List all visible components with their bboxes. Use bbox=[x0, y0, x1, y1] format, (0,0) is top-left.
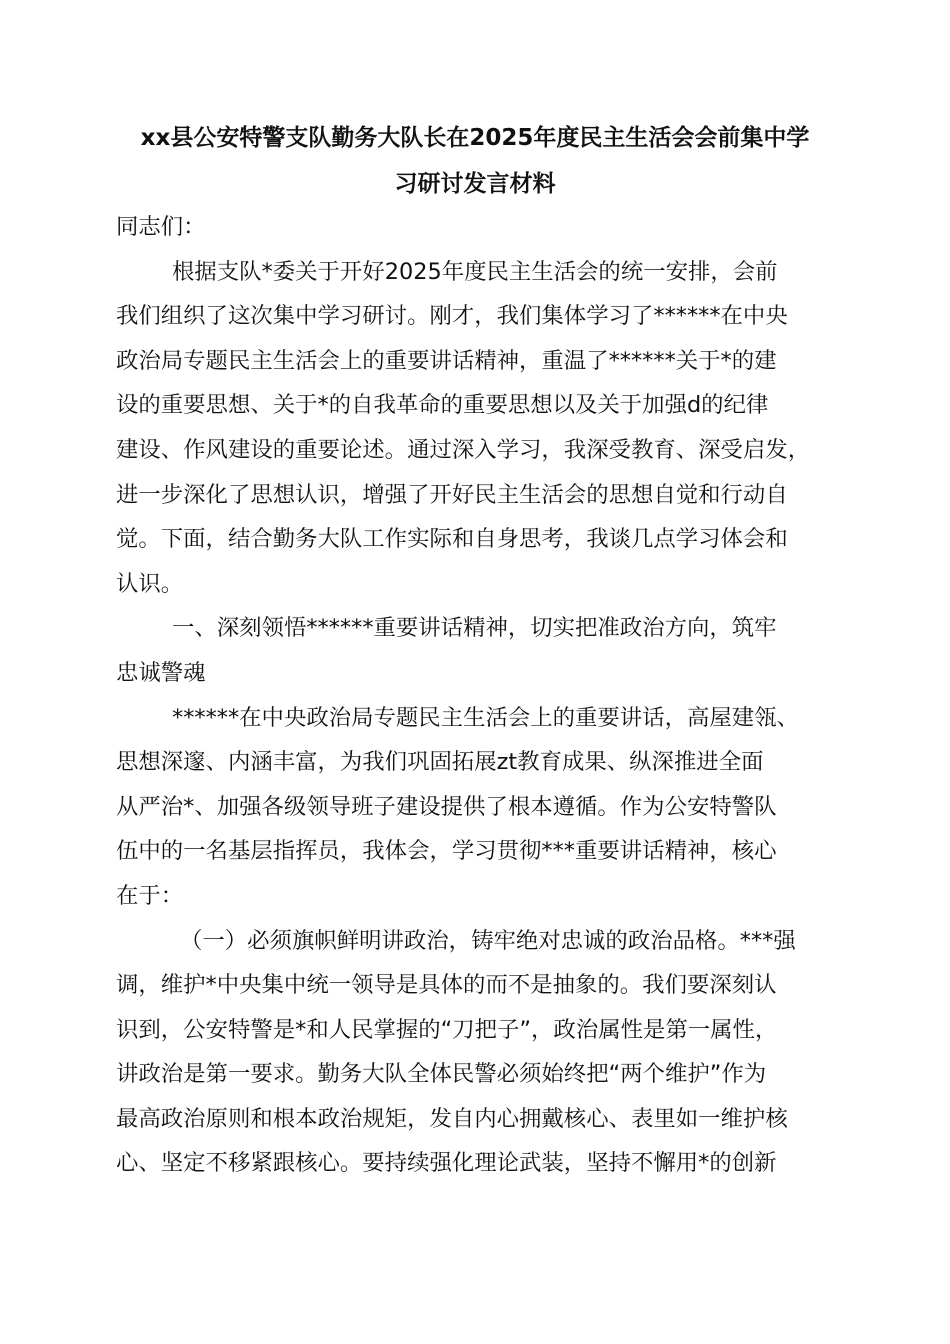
text-line: 调，维护*中央集中统一领导是具体的而不是抽象的。我们要深刻认 bbox=[116, 972, 777, 999]
document-body bbox=[116, 205, 846, 1186]
document-title-line-2: 习研讨发言材料 bbox=[394, 171, 556, 197]
text-line: 觉。下面，结合勤务大队工作实际和自身思考，我谈几点学习体会和 bbox=[116, 526, 788, 553]
text-line: 政治局专题民主生活会上的重要讲话精神，重温了******关于*的建 bbox=[116, 347, 777, 374]
text-line: 最高政治原则和根本政治规矩，发自内心拥戴核心、表里如一维护核 bbox=[116, 1105, 788, 1132]
text-line: 思想深邃、内涵丰富，为我们巩固拓展zt教育成果、纵深推进全面 bbox=[116, 749, 764, 776]
text-line: 根据支队*委关于开好2025年度民主生活会的统一安排，会前 bbox=[172, 258, 778, 285]
section-heading-line: 忠诚警魂 bbox=[116, 659, 206, 686]
salutation: 同志们： bbox=[116, 214, 206, 240]
text-line: 在于： bbox=[116, 882, 184, 909]
section-heading-line: 一、深刻领悟******重要讲话精神，切实把准政治方向，筑牢 bbox=[172, 615, 777, 642]
text-line: 从严治*、加强各级领导班子建设提供了根本遵循。作为公安特警队 bbox=[116, 793, 777, 820]
text-line: 讲政治是第一要求。勤务大队全体民警必须始终把“两个维护”作为 bbox=[116, 1061, 767, 1088]
text-line: ******在中央政治局专题民主生活会上的重要讲话，高屋建瓴、 bbox=[172, 704, 799, 731]
text-line: 我们组织了这次集中学习研讨。刚才，我们集体学习了******在中央 bbox=[116, 303, 788, 330]
document-title-line-1: xx县公安特警支队勤务大队长在2025年度民主生活会会前集中学 bbox=[140, 125, 810, 151]
text-line: 认识。 bbox=[116, 570, 184, 597]
subsection-line: （一）必须旗帜鲜明讲政治，铸牢绝对忠诚的政治品格。***强 bbox=[180, 927, 796, 954]
text-line: 设的重要思想、关于*的自我革命的重要思想以及关于加强d的纪律 bbox=[116, 392, 769, 419]
text-line: 建设、作风建设的重要论述。通过深入学习，我深受教育、深受启发， bbox=[116, 436, 811, 463]
text-line: 识到，公安特警是*和人民掌握的“刀把子”，政治属性是第一属性， bbox=[116, 1016, 778, 1043]
text-line: 进一步深化了思想认识，增强了开好民主生活会的思想自觉和行动自 bbox=[116, 481, 788, 508]
text-line: 伍中的一名基层指挥员，我体会，学习贯彻***重要讲话精神，核心 bbox=[116, 838, 777, 865]
text-line: 心、坚定不移紧跟核心。要持续强化理论武装，坚持不懈用*的创新 bbox=[116, 1150, 777, 1177]
